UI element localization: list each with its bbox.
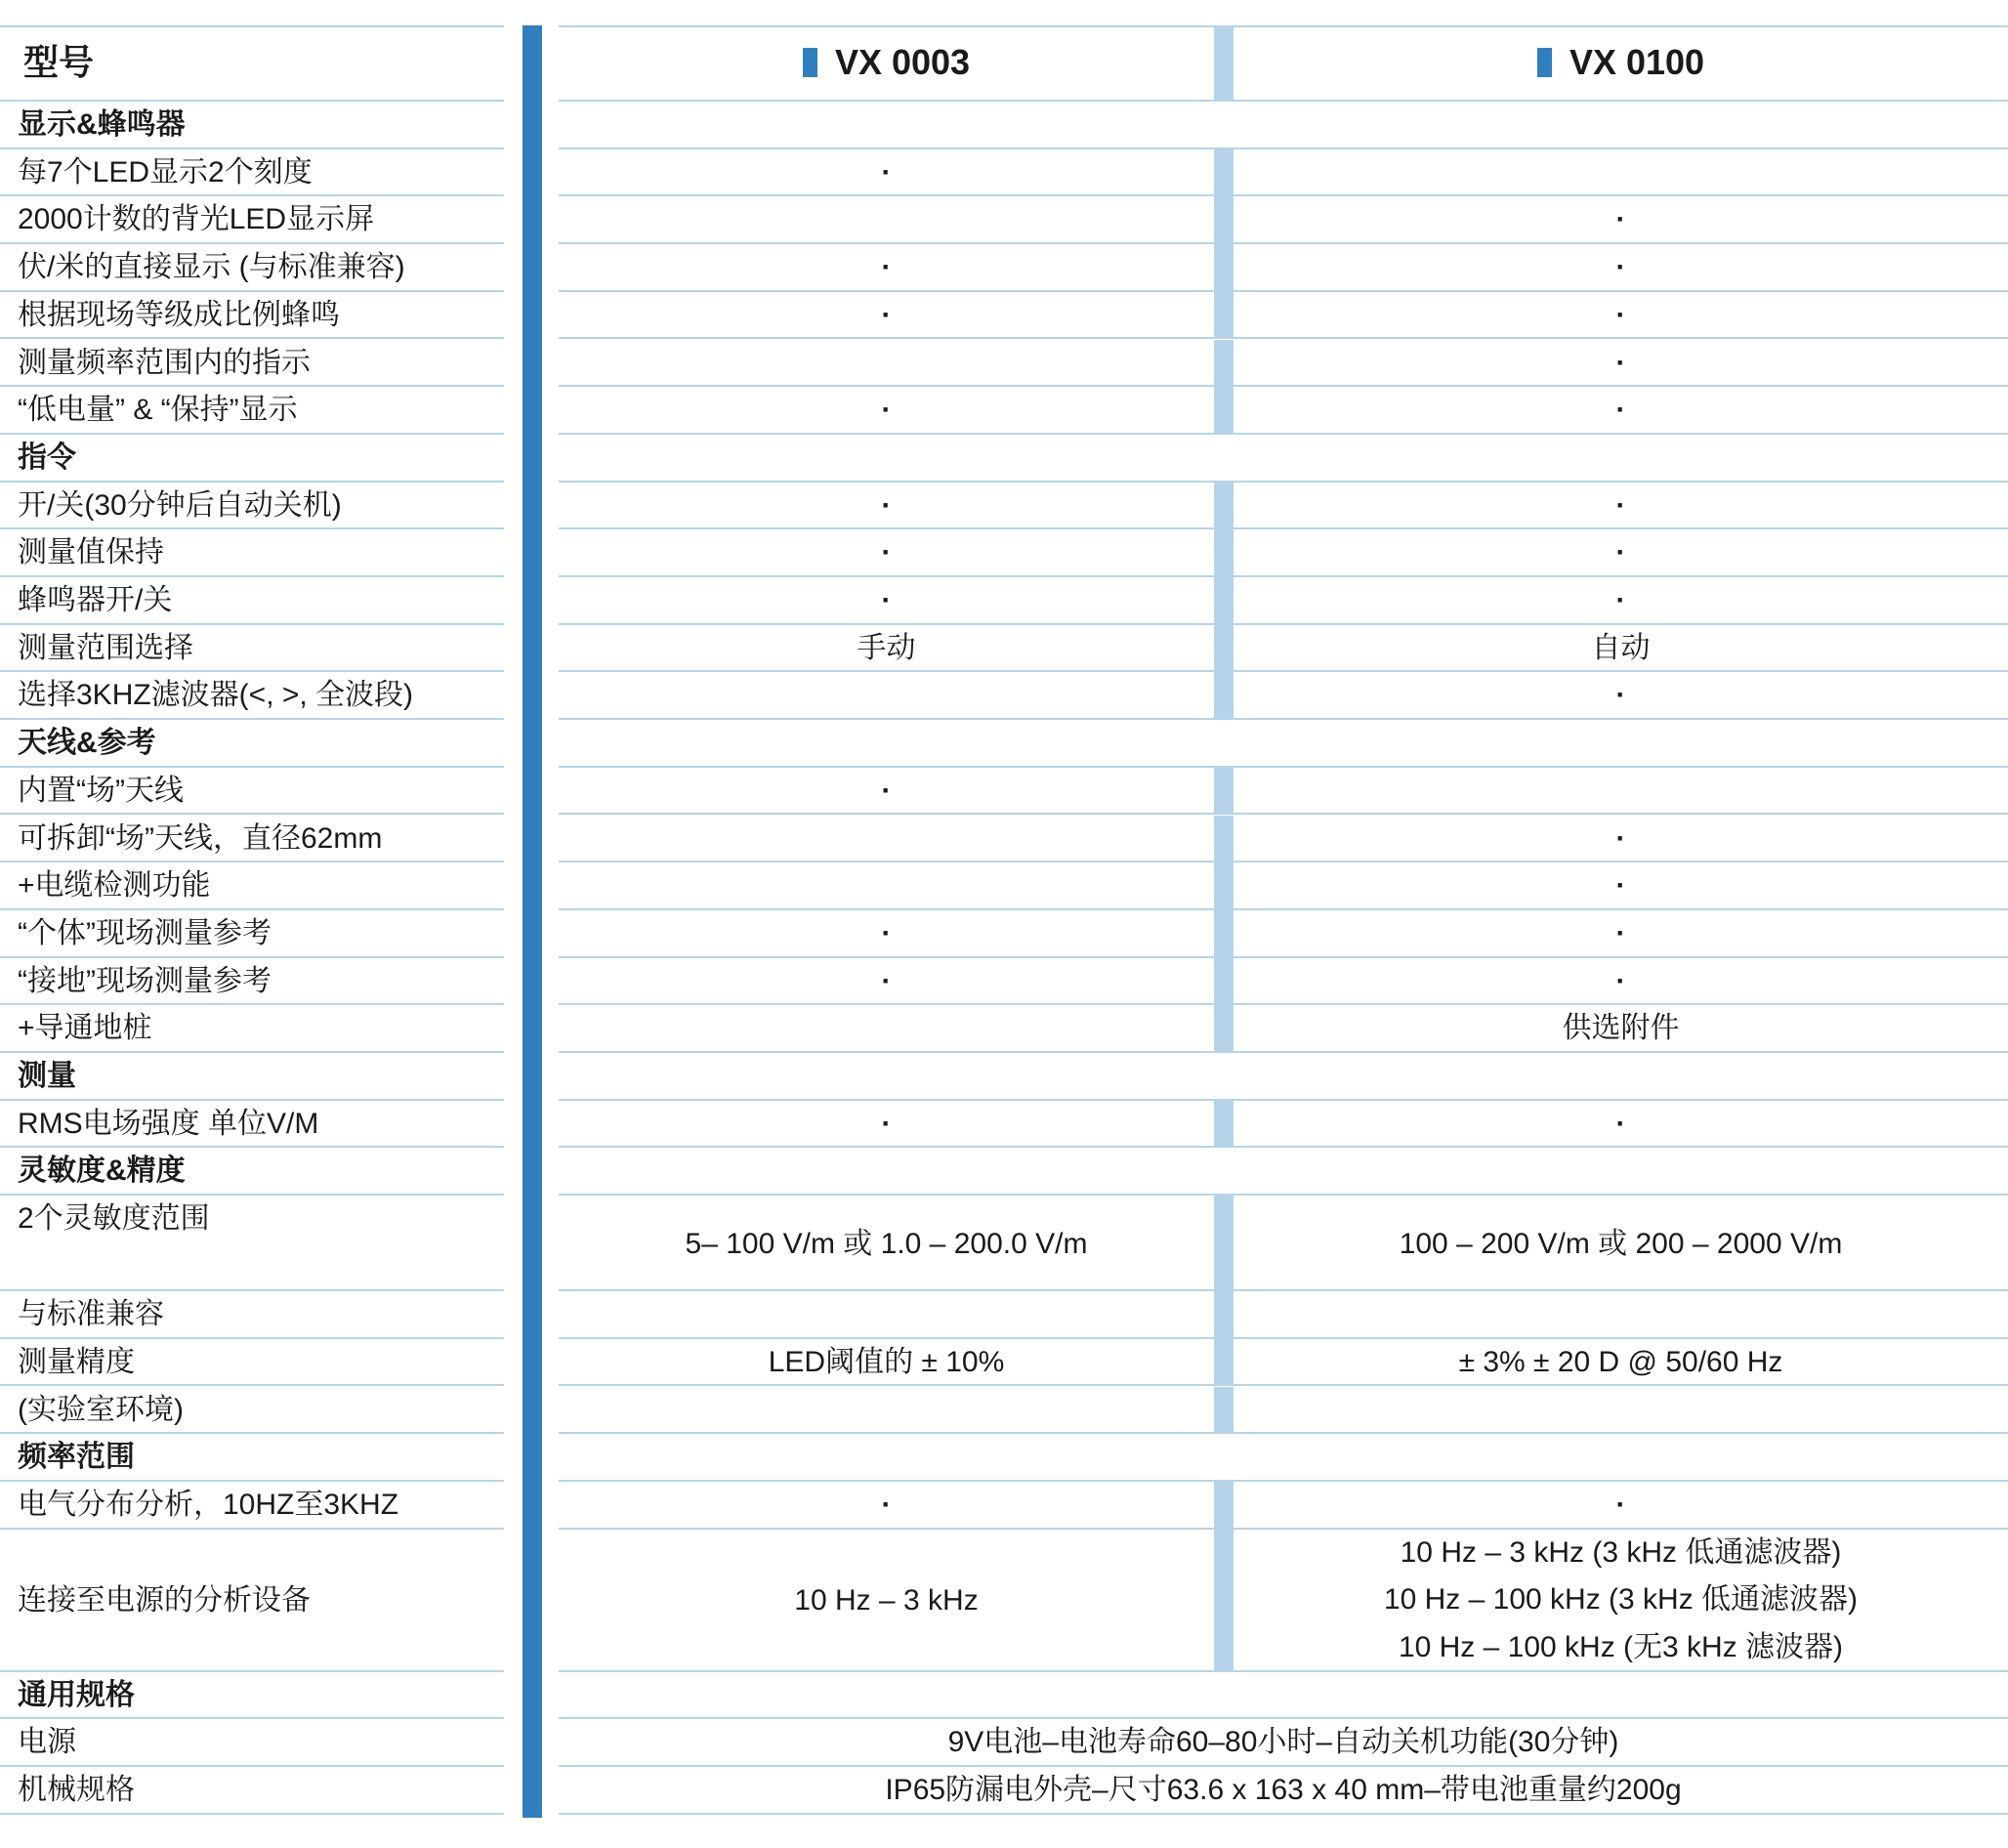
column-separator (1214, 1482, 1234, 1530)
row-label: 2个灵敏度范围 (18, 1202, 210, 1236)
spanning-cell: 9V电池–电池寿命60–80小时–自动关机功能(30分钟) (947, 1726, 1619, 1759)
table-row (0, 292, 2008, 340)
section-heading: 天线&参考 (18, 727, 156, 760)
table-row (0, 768, 2008, 816)
row-label: +导通地桩 (18, 1012, 152, 1045)
vx0100-value-line: 10 Hz – 100 kHz (无3 kHz 滤波器) (1398, 1630, 1844, 1663)
table-row (0, 625, 2008, 673)
feature-dot: · (1615, 1107, 1626, 1140)
feature-dot: · (881, 1107, 892, 1140)
section-heading: 通用规格 (18, 1678, 135, 1711)
table-row (0, 1767, 2008, 1815)
column-separator (1214, 529, 1234, 577)
feature-dot: · (881, 251, 892, 284)
section-row (0, 720, 2008, 768)
vx0100-value-line: 10 Hz – 3 kHz (3 kHz 低通滤波器) (1400, 1535, 1842, 1569)
row-label: 机械规格 (18, 1774, 135, 1806)
row-label: 选择3KHZ滤波器(<, >, 全波段) (18, 679, 414, 712)
row-label: 电源 (18, 1726, 76, 1759)
row-label: “个体”现场测量参考 (18, 916, 272, 949)
feature-dot: · (881, 394, 892, 427)
row-label: “低电量” & “保持”显示 (18, 394, 298, 427)
table-row (0, 244, 2008, 292)
row-label: “接地”现场测量参考 (18, 964, 272, 997)
model-vx0003: VX 0003 (559, 25, 1214, 100)
feature-dot: · (1615, 821, 1626, 855)
vx0003-value: 5– 100 V/m 或 1.0 – 200.0 V/m (685, 1228, 1088, 1261)
table-row (0, 483, 2008, 530)
vx0003-value: 手动 (857, 631, 916, 664)
feature-dot: · (1615, 584, 1626, 616)
table-row (0, 1339, 2008, 1387)
column-separator (1214, 816, 1234, 863)
spec-table (0, 25, 2008, 1818)
column-separator (1214, 1196, 1234, 1291)
section-row (0, 1148, 2008, 1196)
vx0100-value: ± 3% ± 20 D @ 50/60 Hz (1458, 1345, 1783, 1378)
feature-dot: · (1615, 488, 1626, 522)
section-row (0, 1053, 2008, 1101)
row-label: 电气分布分析，10HZ至3KHZ (18, 1488, 399, 1521)
row-label: 2000计数的背光LED显示屏 (18, 203, 375, 236)
vx0100-value: 自动 (1591, 631, 1651, 664)
table-row (0, 196, 2008, 244)
column-separator (1214, 149, 1234, 197)
row-label: 内置“场”天线 (18, 774, 184, 807)
column-separator (1214, 1339, 1234, 1387)
table-row (0, 862, 2008, 910)
vx0100-value: 100 – 200 V/m 或 200 – 2000 V/m (1399, 1228, 1843, 1261)
spanning-cell: IP65防漏电外壳–尺寸63.6 x 163 x 40 mm–带电池重量约200g (885, 1774, 1682, 1806)
feature-dot: · (1615, 394, 1626, 427)
column-separator (1214, 1291, 1234, 1339)
feature-dot: · (1615, 916, 1626, 949)
table-row (0, 1482, 2008, 1530)
vx0003-value: LED阈值的 ± 10% (768, 1345, 1005, 1378)
row-label: 蜂鸣器开/关 (18, 584, 173, 616)
model-label: 型号 (23, 42, 95, 82)
table-row (0, 910, 2008, 958)
row-label: 可拆卸“场”天线，直径62mm (18, 821, 383, 855)
feature-dot: · (1615, 536, 1626, 569)
row-label: 每7个LED显示2个刻度 (18, 155, 313, 189)
row-label: 连接至电源的分析设备 (18, 1583, 311, 1617)
vx0100-value-line: 10 Hz – 100 kHz (3 kHz 低通滤波器) (1383, 1583, 1859, 1617)
feature-dot: · (881, 964, 892, 997)
row-label: 根据现场等级成比例蜂鸣 (18, 298, 340, 331)
table-row (0, 1005, 2008, 1053)
row-label: 开/关(30分钟后自动关机) (18, 488, 342, 522)
column-separator (1214, 387, 1234, 435)
feature-dot: · (1615, 869, 1626, 903)
model-marker-icon (803, 48, 817, 77)
column-separator (1214, 1387, 1234, 1435)
header-row (0, 25, 2008, 102)
column-separator (1214, 1530, 1234, 1672)
row-label: 与标准兼容 (18, 1298, 164, 1331)
row-label: 测量范围选择 (18, 631, 193, 664)
table-row (0, 387, 2008, 435)
column-separator (1214, 672, 1234, 720)
row-label: RMS电场强度 单位V/M (18, 1107, 319, 1140)
row-label: (实验室环境) (18, 1393, 184, 1426)
column-separator (1214, 577, 1234, 625)
table-row (0, 1387, 2008, 1435)
table-row (0, 1101, 2008, 1149)
feature-dot: · (881, 536, 892, 569)
table-row (0, 1291, 2008, 1339)
feature-dot: · (1615, 251, 1626, 284)
column-separator (1214, 862, 1234, 910)
table-row (0, 672, 2008, 720)
section-heading: 灵敏度&精度 (18, 1155, 186, 1188)
section-row (0, 102, 2008, 149)
section-row (0, 435, 2008, 483)
table-row (0, 529, 2008, 577)
vx0003-value: 10 Hz – 3 kHz (794, 1583, 979, 1617)
feature-dot: · (1615, 346, 1626, 379)
table-row (0, 1719, 2008, 1767)
feature-dot: · (881, 774, 892, 807)
column-separator (1214, 1005, 1234, 1053)
model-vx0100: VX 0100 (1234, 25, 2008, 100)
column-separator (1214, 1101, 1234, 1149)
feature-dot: · (1615, 203, 1626, 236)
feature-dot: · (1615, 964, 1626, 997)
feature-dot: · (881, 1488, 892, 1521)
section-heading: 指令 (18, 441, 76, 474)
column-separator (1214, 483, 1234, 530)
feature-dot: · (881, 916, 892, 949)
table-row (0, 958, 2008, 1006)
model-marker-icon (1537, 48, 1552, 77)
table-row (0, 1530, 2008, 1672)
section-row (0, 1672, 2008, 1720)
row-label: 测量频率范围内的指示 (18, 346, 311, 379)
section-heading: 频率范围 (18, 1441, 135, 1474)
row-label: 测量精度 (18, 1345, 135, 1378)
table-row (0, 340, 2008, 388)
feature-dot: · (881, 488, 892, 522)
row-label: +电缆检测功能 (18, 869, 211, 903)
row-label: 伏/米的直接显示 (与标准兼容) (18, 251, 405, 284)
feature-dot: · (1615, 679, 1626, 712)
feature-dot: · (1615, 1488, 1626, 1521)
section-row (0, 1434, 2008, 1482)
feature-dot: · (1615, 298, 1626, 331)
table-row (0, 149, 2008, 197)
column-separator (1214, 768, 1234, 816)
feature-dot: · (881, 584, 892, 616)
column-separator (1214, 910, 1234, 958)
column-separator (1214, 625, 1234, 673)
column-separator (1214, 958, 1234, 1006)
row-label: 测量值保持 (18, 536, 164, 569)
column-separator (1214, 196, 1234, 244)
feature-dot: · (881, 155, 892, 189)
column-separator (1214, 292, 1234, 340)
table-row (0, 577, 2008, 625)
section-heading: 显示&蜂鸣器 (18, 108, 186, 141)
section-heading: 测量 (18, 1060, 76, 1092)
table-row (0, 816, 2008, 863)
vx0100-value: 供选附件 (1562, 1012, 1680, 1045)
column-separator (1214, 340, 1234, 388)
feature-dot: · (881, 298, 892, 331)
table-row (0, 1196, 2008, 1291)
column-separator (1214, 244, 1234, 292)
